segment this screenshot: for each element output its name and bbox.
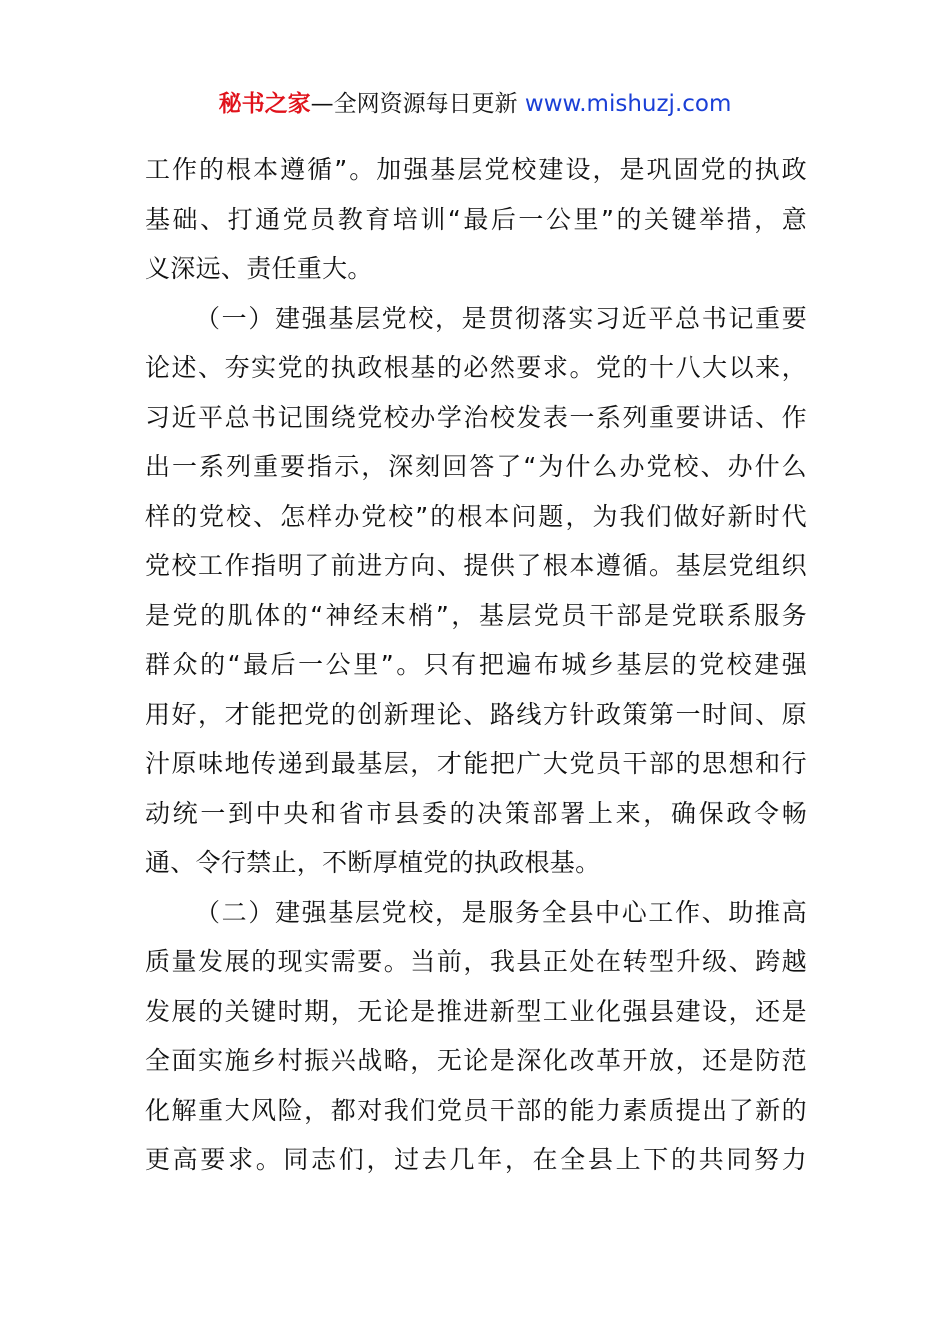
text-line: 更高要求。同志们，过去几年，在全县上下的共同努力 xyxy=(145,1145,807,1174)
page-header xyxy=(0,88,950,120)
text-line: 基础、打通党员教育培训“最后一公里”的关键举措，意 xyxy=(145,204,807,234)
text-line: （一）建强基层党校，是贯彻落实习近平总书记重要 xyxy=(195,303,807,333)
text-line: 义深远、责任重大。 xyxy=(145,254,373,283)
brand-name: 秘书之家 xyxy=(218,91,311,117)
site-url-link[interactable]: www.mishuzj.com xyxy=(524,91,732,117)
header-tagline: —全网资源每日更新 xyxy=(310,91,525,117)
text-line: 习近平总书记围绕党校办学治校发表一系列重要讲话、作 xyxy=(145,402,807,432)
text-line: 化解重大风险，都对我们党员干部的能力素质提出了新的 xyxy=(145,1095,807,1125)
text-line: 党校工作指明了前进方向、提供了根本遵循。基层党组织 xyxy=(145,551,807,580)
text-line: 工作的根本遵循”。加强基层党校建设，是巩固党的执政 xyxy=(145,155,807,184)
text-line: 是党的肌体的“神经末梢”，基层党员干部是党联系服务 xyxy=(145,600,807,630)
text-line: 全面实施乡村振兴战略，无论是深化改革开放，还是防范 xyxy=(145,1046,807,1075)
text-line: 论述、夯实党的执政根基的必然要求。党的十八大以来， xyxy=(145,353,807,382)
text-line: 用好，才能把党的创新理论、路线方针政策第一时间、原 xyxy=(145,699,807,729)
text-line: 发展的关键时期，无论是推进新型工业化强县建设，还是 xyxy=(145,996,807,1026)
text-line: 群众的“最后一公里”。只有把遍布城乡基层的党校建强 xyxy=(145,650,807,679)
text-line: 出一系列重要指示，深刻回答了“为什么办党校、办什么 xyxy=(145,452,807,481)
text-line: （二）建强基层党校，是服务全县中心工作、助推高 xyxy=(195,897,807,927)
text-line: 质量发展的现实需要。当前，我县正处在转型升级、跨越 xyxy=(145,947,807,976)
text-line: 通、令行禁止，不断厚植党的执政根基。 xyxy=(145,848,601,877)
text-line: 样的党校、怎样办党校”的根本问题，为我们做好新时代 xyxy=(145,501,807,531)
text-line: 汁原味地传递到最基层，才能把广大党员干部的思想和行 xyxy=(145,749,807,778)
text-line: 动统一到中央和省市县委的决策部署上来，确保政令畅 xyxy=(145,798,807,828)
document-body xyxy=(145,145,807,1185)
